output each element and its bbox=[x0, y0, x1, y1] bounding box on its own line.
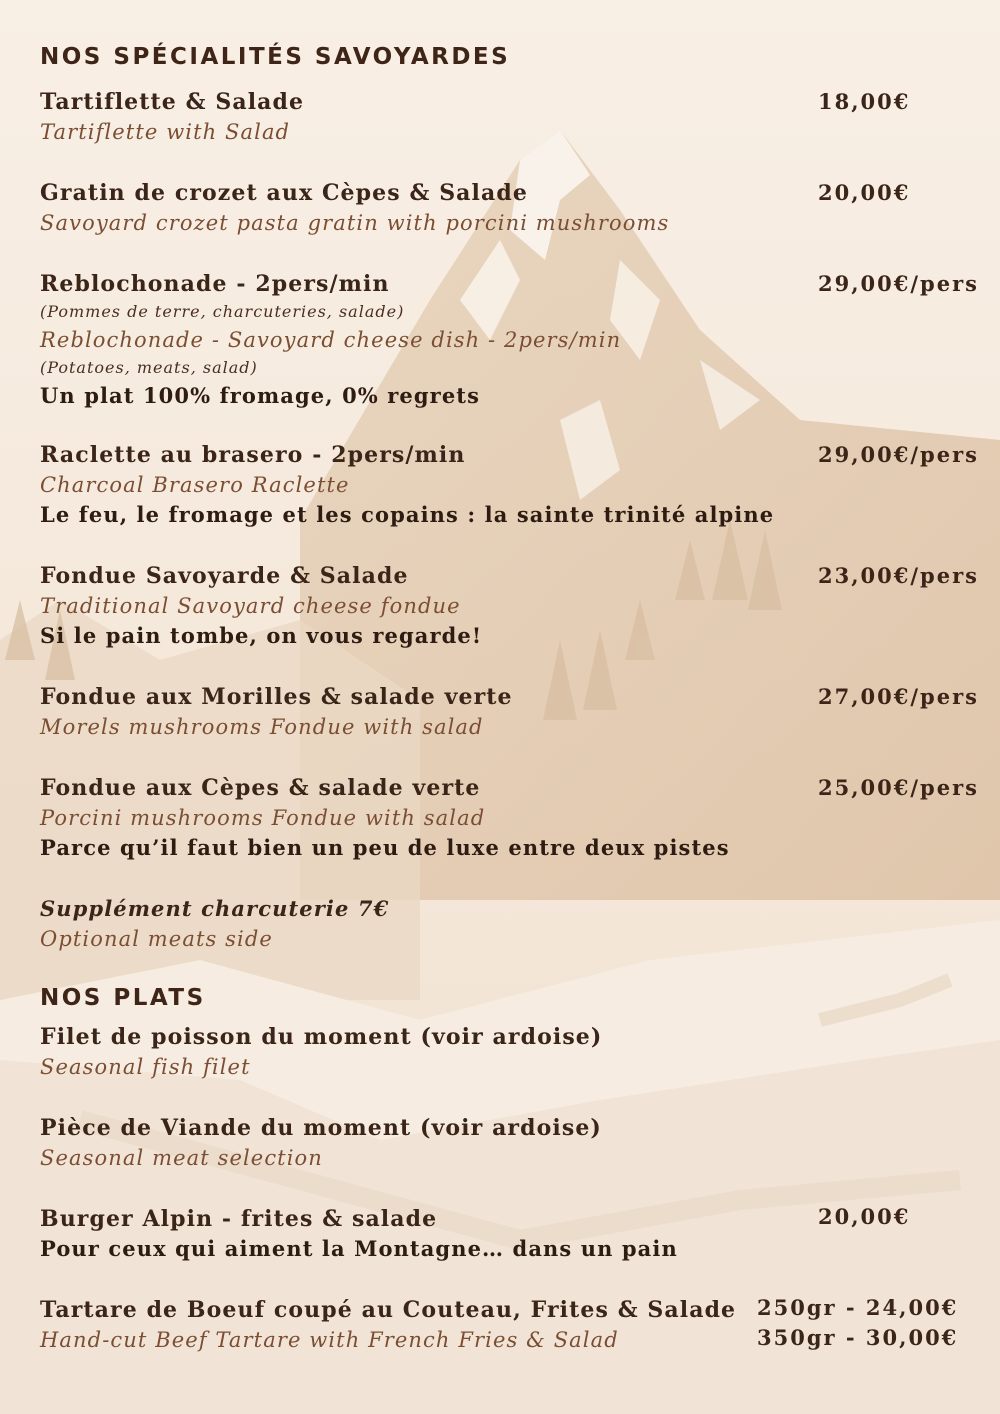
item-price-350gr: 350gr - 30,00€ bbox=[757, 1325, 959, 1350]
item-name-fr: Reblochonade - 2pers/min bbox=[40, 271, 390, 297]
item-price: 29,00€/pers bbox=[818, 442, 979, 467]
item-name-en: Savoyard crozet pasta gratin with porcini mushrooms bbox=[40, 211, 670, 235]
item-name-en: Seasonal fish filet bbox=[40, 1055, 251, 1079]
supplement-fr: Supplément charcuterie 7€ bbox=[40, 896, 390, 921]
item-name-fr: Tartiflette & Salade bbox=[40, 89, 305, 115]
item-price: 20,00€ bbox=[818, 180, 911, 205]
item-name-en: Charcoal Brasero Raclette bbox=[40, 473, 350, 497]
section-title-plats: NOS PLATS bbox=[40, 985, 206, 1011]
item-price: 18,00€ bbox=[818, 89, 911, 114]
item-name-fr: Raclette au brasero - 2pers/min bbox=[40, 442, 466, 468]
item-name-en: Tartiflette with Salad bbox=[40, 120, 291, 144]
menu-item-poisson bbox=[40, 1022, 980, 1082]
item-note-en: (Potatoes, meats, salad) bbox=[40, 358, 258, 377]
item-name-en: Morels mushrooms Fondue with salad bbox=[40, 715, 484, 739]
item-tagline: Le feu, le fromage et les copains : la sainte trinité alpine bbox=[40, 502, 775, 527]
item-name-fr: Filet de poisson du moment (voir ardoise) bbox=[40, 1024, 603, 1050]
item-tagline: Parce qu’il faut bien un peu de luxe entre deux pistes bbox=[40, 835, 730, 860]
item-name-fr: Burger Alpin - frites & salade bbox=[40, 1206, 438, 1232]
supplement-charcuterie bbox=[40, 894, 980, 954]
item-price: 20,00€ bbox=[818, 1204, 911, 1229]
supplement-en: Optional meats side bbox=[40, 927, 273, 951]
section-title-specialites: NOS SPÉCIALITÉS SAVOYARDES bbox=[40, 44, 511, 70]
item-name-fr: Fondue Savoyarde & Salade bbox=[40, 563, 409, 589]
item-name-fr: Pièce de Viande du moment (voir ardoise) bbox=[40, 1115, 602, 1141]
item-tagline: Un plat 100% fromage, 0% regrets bbox=[40, 383, 481, 408]
item-note-fr: (Pommes de terre, charcuteries, salade) bbox=[40, 302, 405, 321]
item-name-fr: Tartare de Boeuf coupé au Couteau, Frites & Salade bbox=[40, 1297, 737, 1323]
menu-item-viande bbox=[40, 1113, 980, 1173]
item-price: 29,00€/pers bbox=[818, 271, 979, 296]
item-name-fr: Gratin de crozet aux Cèpes & Salade bbox=[40, 180, 528, 206]
item-price: 23,00€/pers bbox=[818, 563, 979, 588]
item-tagline: Pour ceux qui aiment la Montagne… dans un pain bbox=[40, 1236, 678, 1261]
item-name-en: Traditional Savoyard cheese fondue bbox=[40, 594, 461, 618]
item-name-fr: Fondue aux Morilles & salade verte bbox=[40, 684, 513, 710]
item-name-fr: Fondue aux Cèpes & salade verte bbox=[40, 775, 481, 801]
item-tagline: Si le pain tombe, on vous regarde! bbox=[40, 623, 483, 648]
item-name-en: Porcini mushrooms Fondue with salad bbox=[40, 806, 486, 830]
item-name-en: Reblochonade - Savoyard cheese dish - 2pers/min bbox=[40, 328, 622, 352]
item-name-en: Seasonal meat selection bbox=[40, 1146, 323, 1170]
item-price: 27,00€/pers bbox=[818, 684, 979, 709]
item-price-250gr: 250gr - 24,00€ bbox=[757, 1295, 959, 1320]
item-price: 25,00€/pers bbox=[818, 775, 979, 800]
item-name-en: Hand-cut Beef Tartare with French Fries & Salad bbox=[40, 1328, 619, 1352]
